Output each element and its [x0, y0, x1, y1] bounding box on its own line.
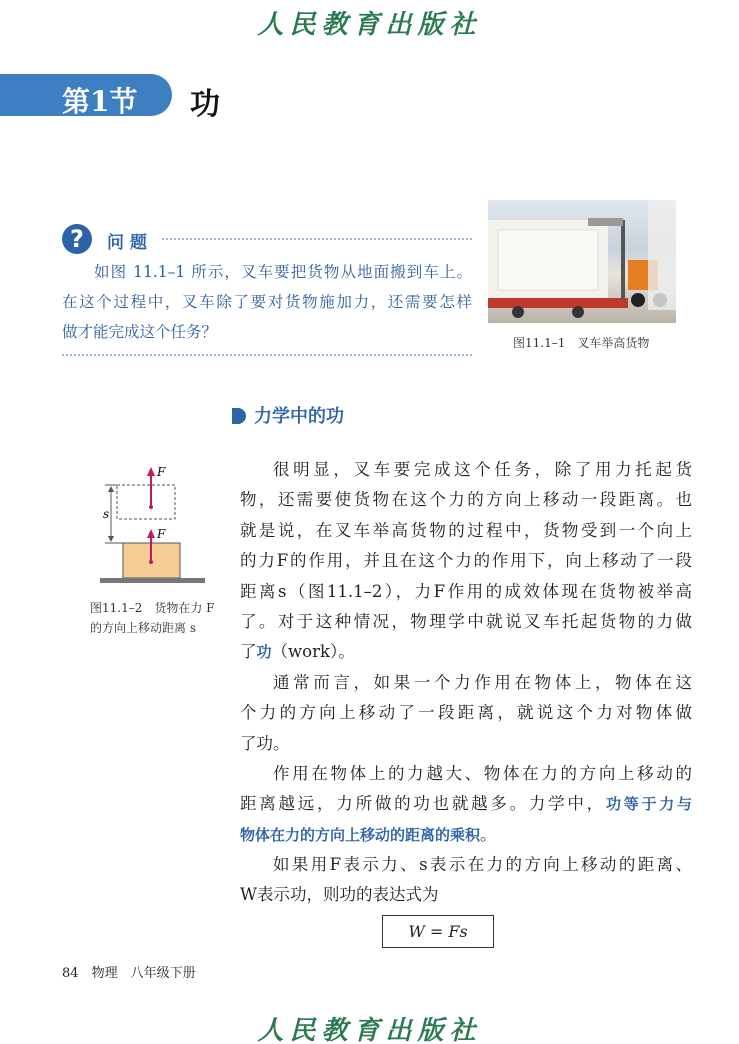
body-line — [240, 577, 692, 607]
body-text-segment: W表示功，则功的表达式为 — [240, 885, 439, 905]
body-line — [240, 759, 692, 789]
body-line — [240, 607, 692, 637]
body-text-segment: 的力F的作用，并且在这个力的作用下，向上移动了一段 — [240, 551, 692, 571]
caption-line: 图11.1–2 货物在力 F — [90, 601, 215, 615]
body-text-segment: 如果用F表示力、s表示在力的方向上移动的距离、 — [273, 855, 692, 875]
question-label: 问题 — [107, 233, 153, 253]
publisher-logo-bottom: 人民教育出版社 — [257, 1016, 482, 1044]
body-line — [240, 668, 692, 698]
body-line — [240, 880, 692, 910]
question-line: 在这个过程中，叉车除了要对货物施加力，还需要怎样 — [62, 293, 472, 311]
body-text-segment: 了功。 — [240, 733, 290, 753]
formula-box: W = Fs — [382, 915, 494, 948]
publisher-logo-top: 人民教育出版社 — [257, 10, 482, 40]
force-diagram — [95, 462, 210, 592]
key-term: 物体在力的方向上移动的距离的乘积 — [240, 825, 481, 844]
section-number: 第1节 — [62, 85, 138, 118]
body-text-segment: 个力的方向上移动了一段距离，就说这个力对物体做 — [240, 703, 692, 723]
body-text-segment: 距离越远，力所做的功也就越多。力学中， — [240, 794, 606, 814]
force-label: F — [157, 527, 166, 541]
body-text-segment: 物，还需要使货物在这个力的方向上移动一段距离。也 — [240, 490, 692, 510]
body-line — [240, 485, 692, 515]
divider — [62, 354, 472, 356]
body-text-segment: 作用在物体上的力越大、物体在力的方向上移动的 — [273, 763, 692, 783]
subsection-heading — [232, 402, 344, 428]
figure2-caption — [90, 598, 215, 638]
caption-line: 的方向上移动距离 s — [90, 621, 196, 635]
body-text-segment: 很明显，叉车要完成这个任务，除了用力托起货 — [273, 460, 692, 479]
heading-marker-icon — [232, 408, 246, 424]
figure1-caption: 图11.1–1 叉车举高货物 — [513, 336, 650, 350]
body-line — [240, 729, 692, 759]
section-title: 功 — [190, 87, 220, 122]
subsection-heading-text: 力学中的功 — [254, 406, 344, 427]
body-line — [240, 820, 692, 850]
question-line: 如图 11.1–1 所示，叉车要把货物从地面搬到车上。 — [94, 263, 472, 281]
body-text-segment: 通常而言，如果一个力作用在物体上，物体在这 — [273, 672, 692, 692]
key-term: 功等于力与 — [605, 795, 692, 814]
page-number: 84 — [62, 966, 79, 981]
question-text — [62, 257, 472, 347]
body-line — [240, 698, 692, 728]
divider — [162, 238, 472, 240]
body-text-segment: 距离s（图11.1–2），力F作用的成效体现在货物被举高 — [240, 581, 692, 601]
force-label: F — [157, 465, 166, 479]
page-footer — [62, 962, 196, 981]
body-line — [240, 455, 692, 485]
key-term: 功 — [256, 643, 272, 662]
book-title: 物理 八年级下册 — [91, 966, 196, 981]
body-text-segment: （work）。 — [271, 642, 355, 662]
body-text-segment: 就是说，在叉车举高货物的过程中，货物受到一个向上 — [240, 520, 692, 540]
body-line — [240, 516, 692, 546]
body-line — [240, 850, 692, 880]
body-line — [240, 546, 692, 576]
body-line — [240, 789, 692, 819]
forklift-photo — [488, 200, 676, 323]
body-text-segment: 了。对于这种情况，物理学中就说叉车托起货物的力做 — [240, 611, 692, 631]
body-text — [240, 455, 692, 911]
question-icon: ? — [62, 224, 92, 254]
distance-label: s — [103, 507, 110, 521]
question-line: 做才能完成这个任务？ — [62, 323, 218, 341]
body-line — [240, 637, 692, 667]
body-text-segment: 了 — [240, 642, 257, 662]
body-text-segment: 。 — [480, 824, 497, 844]
